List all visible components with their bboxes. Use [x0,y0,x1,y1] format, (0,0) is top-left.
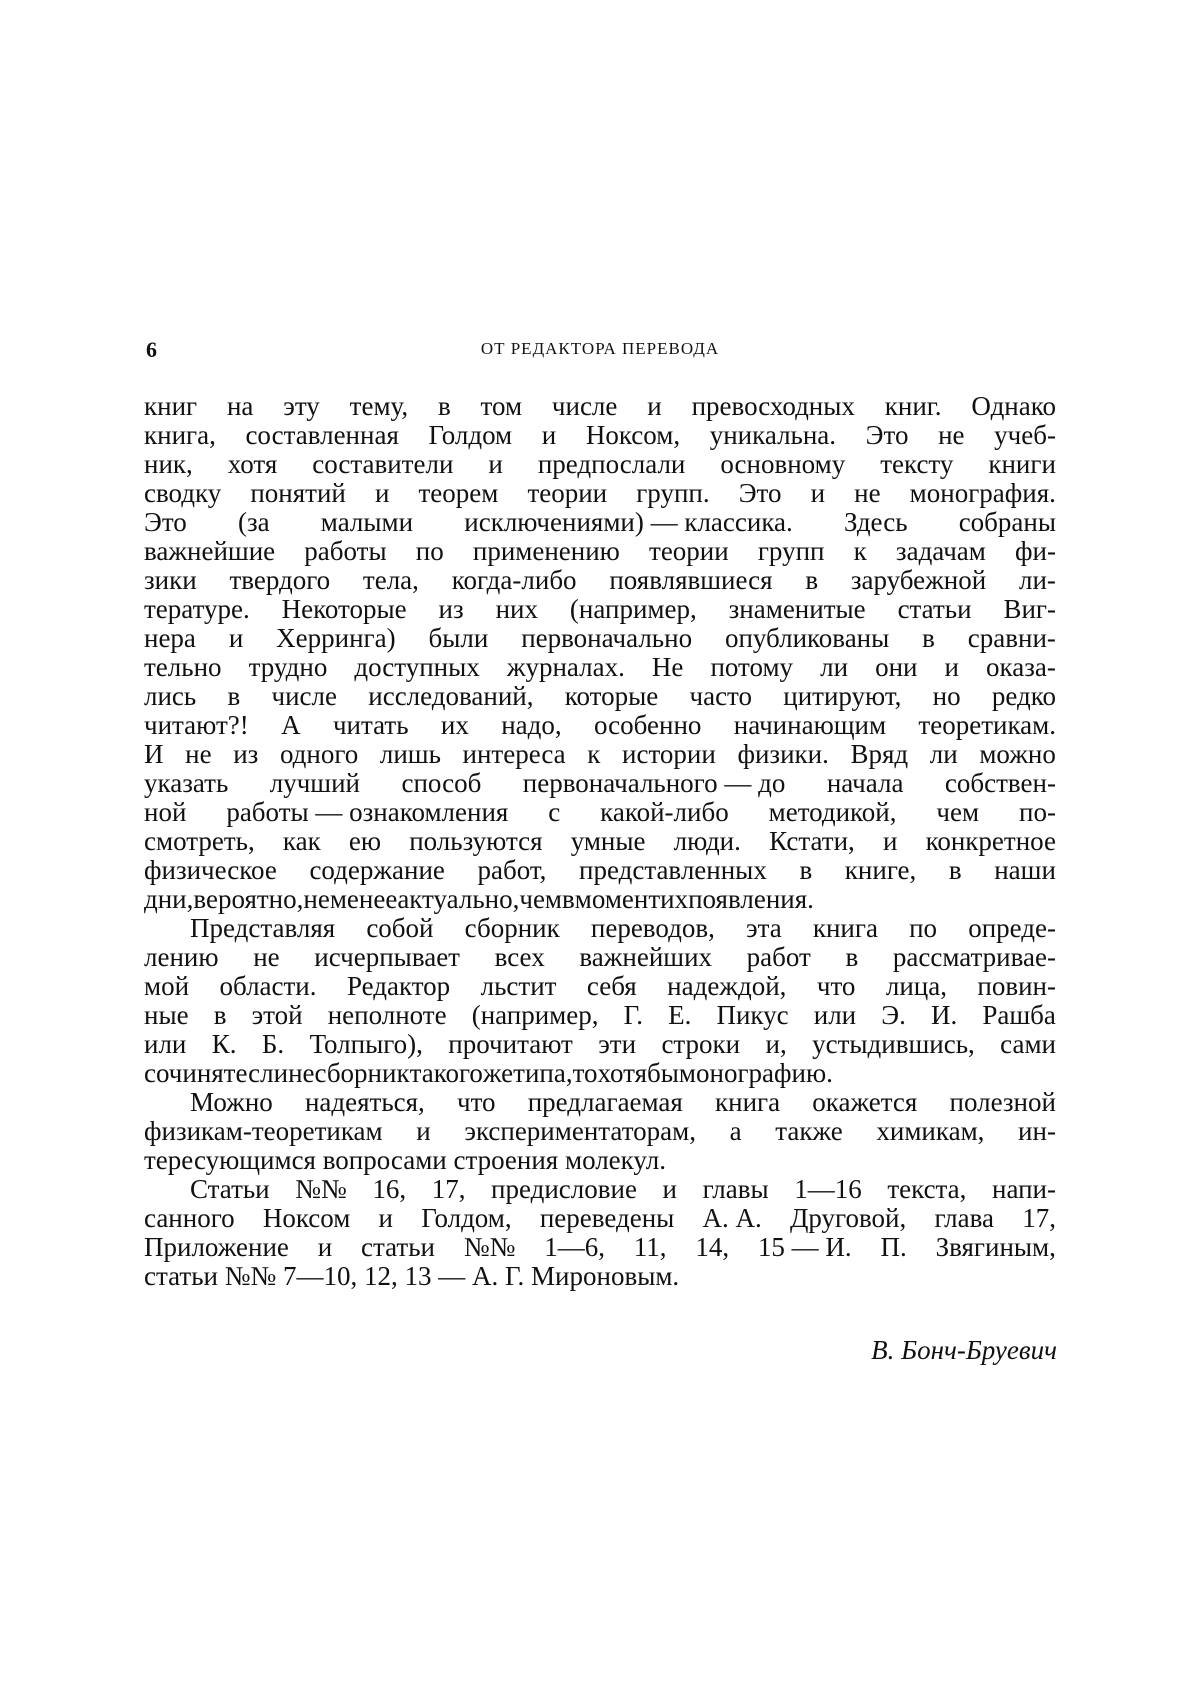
word: монографию. [678,1058,833,1088]
word: книг [144,391,198,421]
word: Голдом, [421,1203,512,1233]
word: устыдившись, [812,1029,975,1059]
word: в [213,1000,227,1030]
word: не [303,884,330,914]
word: фи- [1015,536,1056,566]
word: и [416,1116,431,1146]
word: себя [586,971,637,1001]
word: Голдом [428,420,513,450]
word: люди. [673,826,741,856]
word: дни, [144,884,194,914]
word: с [548,797,561,827]
word: тела, [362,565,419,595]
word: И. [930,1000,958,1030]
word: и [228,623,244,653]
text-line [144,1146,1056,1175]
word: начинающим [733,710,887,740]
word: тературе. [144,594,250,624]
word: Приложение [144,1232,289,1262]
word: них [495,594,538,624]
word: ли [820,652,849,682]
word: исчерпывает [314,942,460,972]
text-line [144,711,1056,740]
word: работы [304,536,387,566]
word: тему, [349,391,409,421]
word: хотя [227,449,278,479]
text-line [144,1262,1056,1291]
word: такого [409,1058,483,1088]
word: Рашба [982,1000,1056,1030]
word: переводов, [590,913,715,943]
word: из [438,594,464,624]
word: начала [826,768,904,798]
word: хотя [597,1058,648,1088]
word: тельно [144,652,222,682]
word: Редактор [346,971,451,1001]
word: надо, [501,710,562,740]
word: и [882,826,898,856]
text-line [144,421,1056,450]
word: ник, [144,449,193,479]
text-line [144,1001,1056,1030]
word: типа, [513,1058,573,1088]
word: книга [715,1087,781,1117]
word: ли [929,739,958,769]
word: и [662,1174,677,1204]
word: лица, [885,971,947,1001]
word: Е. [668,1000,692,1030]
text-line [144,479,1056,508]
word: книг. [884,391,942,421]
word: понятий [250,478,346,508]
word: важнейшие [144,536,276,566]
word: или [144,1029,187,1059]
word: момент [574,884,661,914]
word: 16, [372,1174,407,1204]
signature: В. Бонч-Бруевич [871,1335,1057,1365]
word: книга [812,913,878,943]
word: наши [994,855,1056,885]
word: Б. [261,1029,285,1059]
text-line [144,1233,1056,1262]
word: пользуются [409,826,543,856]
word: сборник [314,1058,410,1088]
word: читают?! [144,710,249,740]
word: твердого [229,565,331,595]
word: и [317,1232,333,1262]
word: мой [144,971,190,1001]
word: лению [144,942,219,972]
word: главы [702,1174,769,1204]
word: рассматривае- [892,942,1056,972]
word: ли- [1018,565,1056,595]
word: превосходных [691,391,855,421]
word: книги [988,449,1056,479]
section-title: ОТ РЕДАКТОРА ПЕРЕВОДА [480,339,720,358]
word: этой [251,1000,303,1030]
word: Это [144,507,187,537]
word: работы — ознакомления [226,797,509,827]
word: составленная [245,420,399,450]
word: прочитают [448,1029,573,1059]
word: Херринга) [276,623,396,653]
word: можно [979,739,1056,769]
word: методикой, [768,797,897,827]
word: если [235,1058,289,1088]
word: сочинят [144,1058,236,1088]
word: конкретное [925,826,1056,856]
word: на [226,391,254,421]
word: или [813,1000,857,1030]
word: повин- [977,971,1056,1001]
word: доступных [354,652,480,682]
word: появлявшиеся [609,565,773,595]
word: потому [710,652,794,682]
word: 17, [431,1174,466,1204]
word: способ [401,768,482,798]
word: всех [494,942,545,972]
word: физики. [737,739,829,769]
word: в [227,681,241,711]
word: А [281,710,301,740]
word: в [562,884,575,914]
word: глава [934,1203,994,1233]
body-text [144,392,1056,1291]
word: из [233,739,259,769]
word: химикам, [876,1116,985,1146]
word: 15 — И. [757,1232,852,1262]
word: Звягиным, [935,1232,1056,1262]
word: физикам-теоретикам [144,1116,383,1146]
word: напи- [992,1174,1056,1204]
word: бы [647,1058,679,1088]
word: теории [527,478,608,508]
word: малыми [320,507,414,537]
word: не [288,1058,315,1088]
word: том [480,391,523,421]
text-line [144,1059,1056,1088]
word: и [378,1203,393,1233]
word: к [587,739,601,769]
word: 17, [1022,1203,1056,1233]
word: особенно [593,710,702,740]
word: текста, [887,1174,967,1204]
text-line [144,943,1056,972]
word: составители [312,449,454,479]
word: 1—16 [794,1174,862,1204]
text-line [144,740,1056,769]
word: Друговой, [790,1203,907,1233]
word: области. [219,971,317,1001]
word: лись [144,681,197,711]
word: смотреть, [144,826,255,856]
word: числе [551,391,618,421]
paragraph [144,392,1056,914]
word: И [144,739,164,769]
word: лучший [269,768,360,798]
word: в [922,623,935,653]
word: групп. [636,478,710,508]
word: и, [765,1029,787,1059]
word: а [729,1116,742,1146]
text-line [144,624,1056,653]
word: учеб- [994,420,1056,450]
word: в [437,391,451,421]
word: собствен- [944,768,1056,798]
word: полезной [949,1087,1056,1117]
word: льстит [480,971,557,1001]
word: и [647,391,662,421]
word: теоретикам. [918,710,1056,740]
word: не [938,420,965,450]
word: представленных [579,855,767,885]
word: Пикус [716,1000,789,1030]
word: исключениями) — классика. [464,507,793,537]
text-line [144,1030,1056,1059]
word: 14, [695,1232,730,1262]
text-line [144,1175,1056,1204]
word: книга, [144,420,216,450]
word: предлагаемая [527,1087,683,1117]
text-line [144,856,1056,885]
word: физическое [144,855,277,885]
word: Однако [971,391,1056,421]
word: но [932,681,961,711]
word: ею [348,826,382,856]
text-line [144,769,1056,798]
word: опреде- [968,913,1056,943]
word: содержание [309,855,445,885]
word: менее [329,884,398,914]
text-line [144,914,1056,943]
word: статьи [897,594,972,624]
word: их [660,884,689,914]
word: предпослали [537,449,686,479]
word: №№ [295,1174,347,1204]
word: же [482,1058,514,1088]
word: переведены [539,1203,675,1233]
word: статьи №№ 7—10, 12, 13 — А. Г. Мироновым. [144,1261,680,1291]
word: (например, [471,1000,599,1030]
word: которые [564,681,659,711]
word: Э. [881,1000,906,1030]
word: часто [689,681,752,711]
word: строки [661,1029,741,1059]
word: Вряд [850,739,909,769]
word: чем [519,884,563,914]
word: что [457,1087,496,1117]
word: Виг- [1003,594,1056,624]
word: тересующимся вопросами строения молекул. [144,1145,666,1175]
word: также [775,1116,843,1146]
text-line [144,1204,1056,1233]
text-line [144,450,1056,479]
word: работ, [477,855,547,885]
word: уникальна. [709,420,837,450]
word: Некоторые [281,594,407,624]
word: Ноксом [262,1203,351,1233]
word: зарубежной [850,565,987,595]
word: надеяться, [304,1087,425,1117]
word: П. [880,1232,907,1262]
word: собой [366,913,434,943]
word: задачам [895,536,986,566]
word: не [854,478,881,508]
word: как [282,826,321,856]
word: вероятно, [193,884,304,914]
running-head [146,337,1054,367]
word: работ [746,942,811,972]
word: Не [651,652,684,682]
text-line [144,972,1056,1001]
text-line [144,595,1056,624]
word: то [572,1058,598,1088]
word: Представляя [190,913,336,943]
word: сводку [144,478,222,508]
word: ной [144,797,187,827]
word: Статьи [190,1174,270,1204]
word: 1—6, [544,1232,605,1262]
paragraph [144,1088,1056,1175]
word: окажется [812,1087,918,1117]
word: и [374,478,390,508]
word: №№ [463,1232,516,1262]
word: зики [144,565,197,595]
text-line [144,885,1056,914]
word: какой-либо [600,797,729,827]
word: числе [271,681,337,711]
word: редко [991,681,1056,711]
word: по [415,536,444,566]
word: Кстати, [769,826,855,856]
word: теорем [418,478,499,508]
word: журналах. [506,652,625,682]
word: Здесь [843,507,908,537]
word: лишь [379,739,441,769]
word: в [799,855,813,885]
word: появления. [688,884,814,914]
word: в [845,942,859,972]
word: они [875,652,918,682]
word: (например, [569,594,697,624]
text-line [144,537,1056,566]
word: знаменитые [728,594,866,624]
paragraph [144,914,1056,1088]
text-line [144,827,1056,856]
word: К. [211,1029,237,1059]
word: экспериментаторам, [464,1116,696,1146]
word: указать [144,768,229,798]
text-line [144,566,1056,595]
text-line [144,682,1056,711]
word: ные [144,1000,189,1030]
paragraph [144,1175,1056,1291]
word: Можно [190,1087,273,1117]
word: групп [757,536,825,566]
word: монография. [909,478,1056,508]
word: 11, [633,1232,667,1262]
text-line [144,798,1056,827]
text-line [144,508,1056,537]
word: ин- [1018,1116,1056,1146]
word: (за [237,507,270,537]
word: эту [283,391,320,421]
word: надеждой, [667,971,787,1001]
word: Это [865,420,909,450]
word: трудно [248,652,328,682]
text-line [144,1088,1056,1117]
text-line [144,392,1056,421]
word: цитируют, [783,681,902,711]
word: чем [936,797,980,827]
word: собраны [958,507,1056,537]
word: читать [332,710,409,740]
word: умные [570,826,646,856]
word: первоначально [521,623,693,653]
word: эти [598,1029,637,1059]
page-number: 6 [146,337,157,362]
word: когда-либо [451,565,577,595]
word: и [944,652,959,682]
word: и [541,420,557,450]
word: санного [144,1203,235,1233]
word: важнейших [579,942,713,972]
word: не [185,739,212,769]
word: истории [622,739,716,769]
word: и [488,449,503,479]
word: в [805,565,819,595]
word: книге, [844,855,917,885]
word: не [253,942,280,972]
word: оказа- [986,652,1056,682]
word: актуально, [397,884,520,914]
word: А. А. [702,1203,762,1233]
word: эта [746,913,782,943]
word: Ноксом, [585,420,681,450]
word: Г. [623,1000,643,1030]
word: тексту [880,449,954,479]
word: опубликованы [724,623,890,653]
text-line [144,1117,1056,1146]
word: сравни- [967,623,1056,653]
word: к [853,536,867,566]
word: применению [472,536,620,566]
word: их [440,710,469,740]
word: первоначального — до [522,768,786,798]
word: сборник [464,913,560,943]
text-line [144,653,1056,682]
word: Это [738,478,782,508]
word: предисловие [491,1174,637,1204]
word: статьи [361,1232,435,1262]
word: исследований, [368,681,534,711]
word: Толпыго), [309,1029,423,1059]
word: неполноте [327,1000,447,1030]
word: нера [144,623,196,653]
word: по- [1019,797,1056,827]
word: что [816,971,856,1001]
word: теории [649,536,729,566]
word: одного [279,739,359,769]
word: по [909,913,938,943]
word: интереса [462,739,566,769]
word: основному [720,449,846,479]
word: в [948,855,962,885]
word: сами [1000,1029,1056,1059]
word: и [810,478,826,508]
word: были [428,623,489,653]
